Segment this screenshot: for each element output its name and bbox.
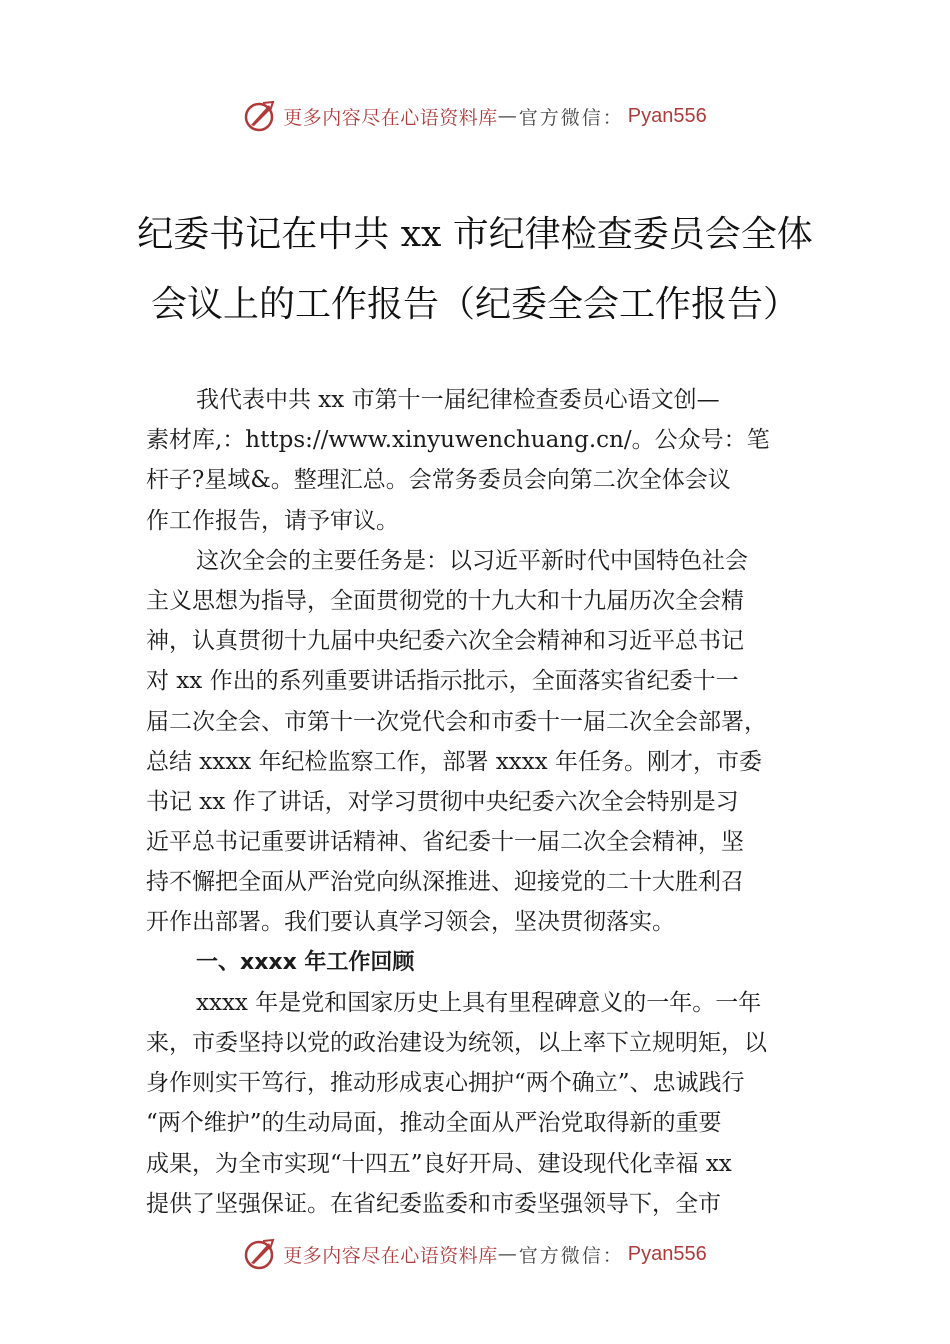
quill-logo-icon [243,99,277,133]
banner-site-text: 更多内容尽在心语资料库 [283,1244,498,1267]
banner-dash: — [497,105,519,127]
p2-line: 主义思想为指导，全面贯彻党的十九大和十九届历次全会精 [146,587,744,614]
p3-line: “两个维护”的生动局面，推动全面从严治党取得新的重要 [146,1110,722,1137]
p2-line: 近平总书记重要讲话精神、省纪委十一届二次全会精神，坚 [146,829,744,856]
p3-line: 提供了坚强保证。在省纪委监委和市委坚强领导下，全市 [146,1190,721,1217]
banner-label: 官方微信： [518,106,624,129]
p1-line: 我代表中共 xx 市第十一届纪律检查委员心语文创— [196,387,720,413]
p1-line: 素材库,：https://www.xinyuwenchuang.cn/。公众号：笔 [146,427,770,454]
p2-line: 书记 xx 作了讲话，对学习贯彻中央纪委六次全会特别是习 [146,788,739,815]
banner-wechat-id: Pyan556 [627,104,707,127]
header-banner [0,96,950,136]
banner-dash: — [497,1243,519,1265]
banner-wechat-id: Pyan556 [627,1242,707,1265]
quill-logo-icon [243,1237,277,1271]
p3-line: 成果，为全市实现“十四五”良好开局、建设现代化幸福 xx [146,1150,732,1177]
p3-line: 来，市委坚持以党的政治建设为统领，以上率下立规明矩，以 [146,1030,767,1056]
p2-line: 这次全会的主要任务是：以习近平新时代中国特色社会 [196,547,748,574]
p2-line: 开作出部署。我们要认真学习领会，坚决贯彻落实。 [146,909,675,936]
p2-line: 对 xx 作出的系列重要讲话指示批示，全面落实省纪委十一 [146,668,739,695]
section-heading: 一、xxxx 年工作回顾 [196,949,415,975]
p2-line: 届二次全会、市第十一次党代会和市委十一届二次全会部署， [146,708,767,735]
p2-line: 神，认真贯彻十九届中央纪委六次全会精神和习近平总书记 [146,628,744,655]
p1-line: 作工作报告，请予审议。 [146,507,399,534]
title-line-1: 纪委书记在中共 xx 市纪律检查委员会全体 [137,214,813,255]
banner-label: 官方微信： [518,1244,624,1267]
document-title [100,200,850,340]
p2-line: 持不懈把全面从严治党向纵深推进、迎接党的二十大胜利召 [146,869,744,896]
p3-line: xxxx 年是党和国家历史上具有里程碑意义的一年。一年 [196,989,762,1016]
footer-banner [0,1234,950,1274]
banner-site-text: 更多内容尽在心语资料库 [283,106,498,129]
p3-line: 身作则实干笃行，推动形成衷心拥护“两个确立”、忠诚践行 [146,1070,745,1097]
p1-line: 杆子?星域&。整理汇总。会常务委员会向第二次全体会议 [146,467,731,494]
document-body [146,380,816,1224]
p2-line: 总结 xxxx 年纪检监察工作，部署 xxxx 年任务。刚才，市委 [146,748,763,775]
title-line-2: 会议上的工作报告（纪委全会工作报告） [150,284,799,325]
